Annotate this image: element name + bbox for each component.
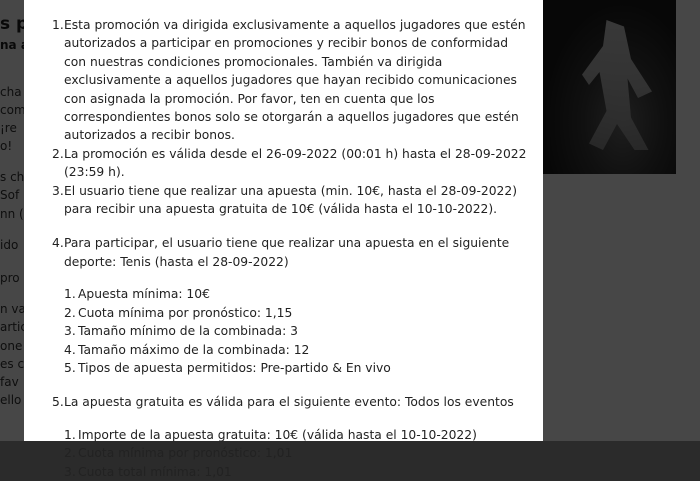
item-number: 3. bbox=[52, 183, 64, 198]
terms-item bbox=[52, 16, 530, 145]
sub-number: 1. bbox=[64, 427, 76, 442]
sub-item bbox=[64, 285, 530, 303]
sub-text: Importe de la apuesta gratuita: 10€ (válida hasta el 10-10-2022) bbox=[78, 427, 477, 442]
sub-list bbox=[64, 285, 530, 377]
item-number: 5. bbox=[52, 395, 64, 410]
item-number: 1. bbox=[52, 18, 64, 32]
item-number: 2. bbox=[52, 146, 64, 161]
sub-item bbox=[64, 359, 530, 377]
spacer bbox=[64, 218, 530, 234]
sub-number: 3. bbox=[64, 324, 76, 339]
sub-number: 4. bbox=[64, 342, 76, 357]
item-number: 4. bbox=[52, 236, 64, 251]
sub-item bbox=[64, 322, 530, 340]
sub-text: Tipos de apuesta permitidos: Pre-partido & En vivo bbox=[78, 360, 391, 375]
sub-text: Tamaño mínimo de la combinada: 3 bbox=[78, 324, 298, 339]
spacer bbox=[64, 377, 530, 393]
sub-item bbox=[64, 341, 530, 359]
terms-modal bbox=[24, 0, 543, 479]
sub-text: Cuota mínima por pronóstico: 1,01 bbox=[78, 446, 293, 461]
sub-number: 2. bbox=[64, 305, 76, 320]
sub-item bbox=[64, 304, 530, 322]
sub-number: 1. bbox=[64, 287, 76, 302]
sub-item bbox=[64, 463, 530, 481]
terms-item bbox=[52, 145, 530, 182]
sub-text: Cuota mínima por pronóstico: 1,15 bbox=[78, 305, 293, 320]
item-text: Esta promoción va dirigida exclusivamente a aquellos jugadores que estén autorizados a participar en promociones y recibir bonos de conformidad con nuestras condiciones promocionales. También va dirigida exclusivamente a aquellos jugadores que hayan recibido comunicaciones con asignada la promoción. Por favor, ten en cuenta que los correspondientes bonos solo se otorgarán a aquellos jugadores que estén autorizados a recibir bonos. bbox=[64, 18, 526, 143]
sub-text: Apuesta mínima: 10€ bbox=[78, 287, 210, 302]
item-text: La apuesta gratuita es válida para el siguiente evento: Todos los eventos bbox=[64, 395, 514, 410]
sub-text: Cuota total mínima: 1,01 bbox=[78, 464, 232, 479]
terms-item bbox=[52, 393, 530, 481]
sub-number: 2. bbox=[64, 446, 76, 461]
sub-list bbox=[64, 426, 530, 481]
item-text: La promoción es válida desde el 26-09-2022 (00:01 h) hasta el 28-09-2022 (23:59 h). bbox=[64, 146, 527, 180]
sub-item bbox=[64, 426, 530, 444]
terms-item bbox=[52, 182, 530, 219]
item-text: El usuario tiene que realizar una apuesta (min. 10€, hasta el 28-09-2022) para recibir una apuesta gratuita de 10€ (válida hasta el 10-10-2022). bbox=[64, 183, 517, 217]
terms-item bbox=[52, 234, 530, 377]
sub-number: 3. bbox=[64, 464, 76, 479]
sub-item bbox=[64, 444, 530, 462]
sub-text: Tamaño máximo de la combinada: 12 bbox=[78, 342, 310, 357]
sub-number: 5. bbox=[64, 360, 76, 375]
terms-list bbox=[52, 16, 530, 481]
terms-content bbox=[52, 16, 530, 481]
item-text: Para participar, el usuario tiene que realizar una apuesta en el siguiente deporte: Tenis (hasta el 28-09-2022) bbox=[64, 236, 510, 269]
